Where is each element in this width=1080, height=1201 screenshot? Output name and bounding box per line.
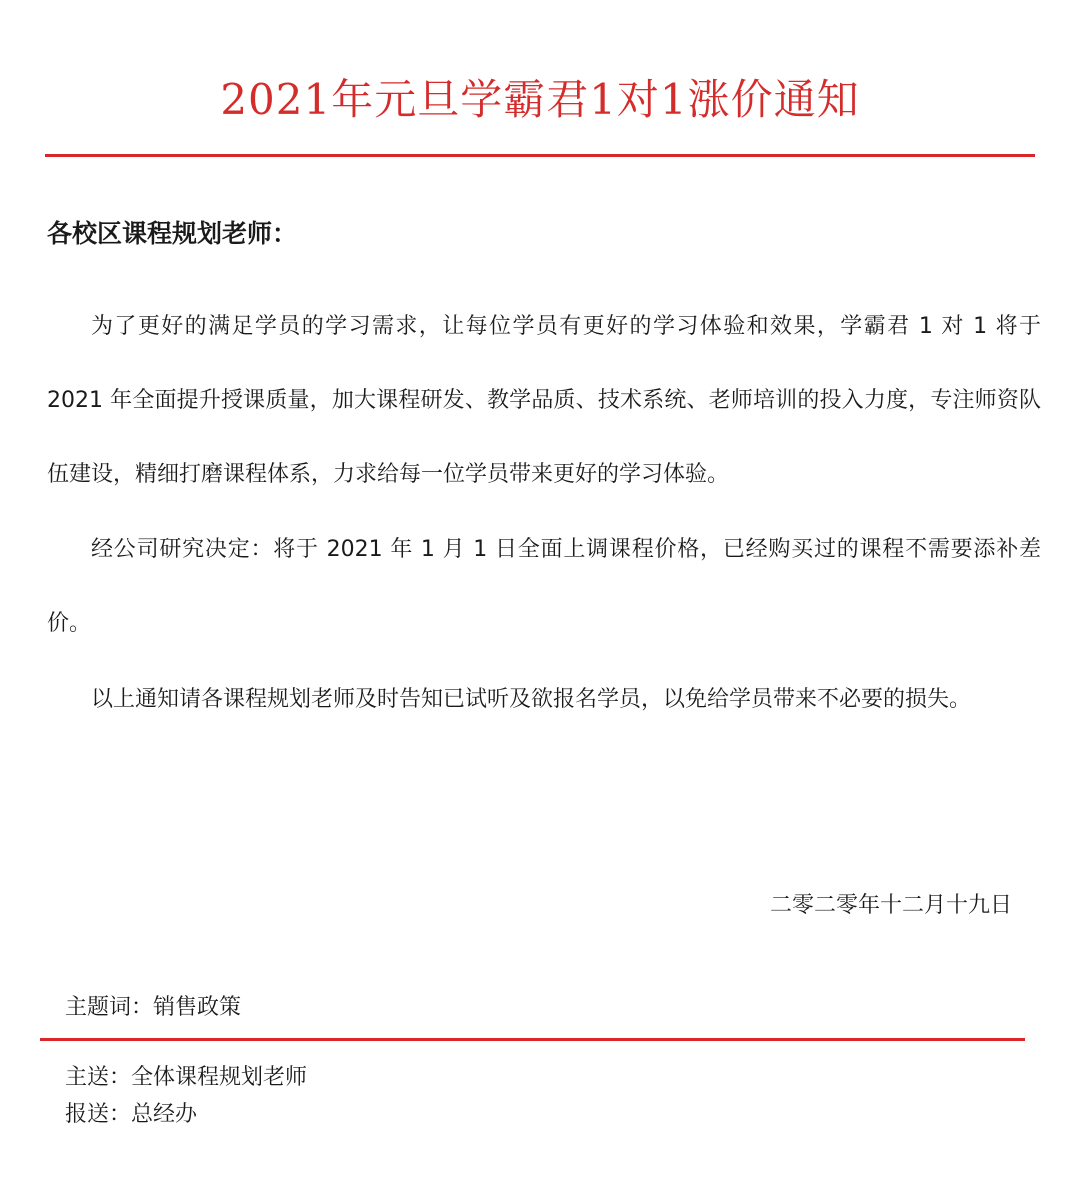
subject-keywords: 主题词：销售政策 bbox=[65, 995, 242, 1020]
paragraph-3: 以上通知请各课程规划老师及时告知已试听及欲报名学员，以免给学员带来不必要的损失。 bbox=[91, 687, 972, 712]
paragraph-1: 为了更好的满足学员的学习需求，让每位学员有更好的学习体验和效果，学霸君 1 对 1 将于 2021 年全面提升授课质量，加大课程研发、教学品质、技术系统、老师培训的投入力度，专注师资队伍建设，精细打磨课程体系，力求给每一位学员带来更好的学习体验。 bbox=[47, 314, 1041, 487]
salutation: 各校区课程规划老师： bbox=[47, 219, 298, 248]
report-to: 报送：总经办 bbox=[65, 1102, 198, 1127]
document-title: 2021年元旦学霸君1对1涨价通知 bbox=[220, 75, 860, 124]
paragraph-2: 经公司研究决定：将于 2021 年 1 月 1 日全面上调课程价格，已经购买过的课程不需要添补差价。 bbox=[47, 537, 1041, 636]
send-to: 主送：全体课程规划老师 bbox=[65, 1065, 308, 1090]
issue-date: 二零二零年十二月十九日 bbox=[769, 893, 1012, 918]
footer-divider bbox=[40, 1038, 1025, 1041]
title-divider bbox=[45, 154, 1035, 157]
